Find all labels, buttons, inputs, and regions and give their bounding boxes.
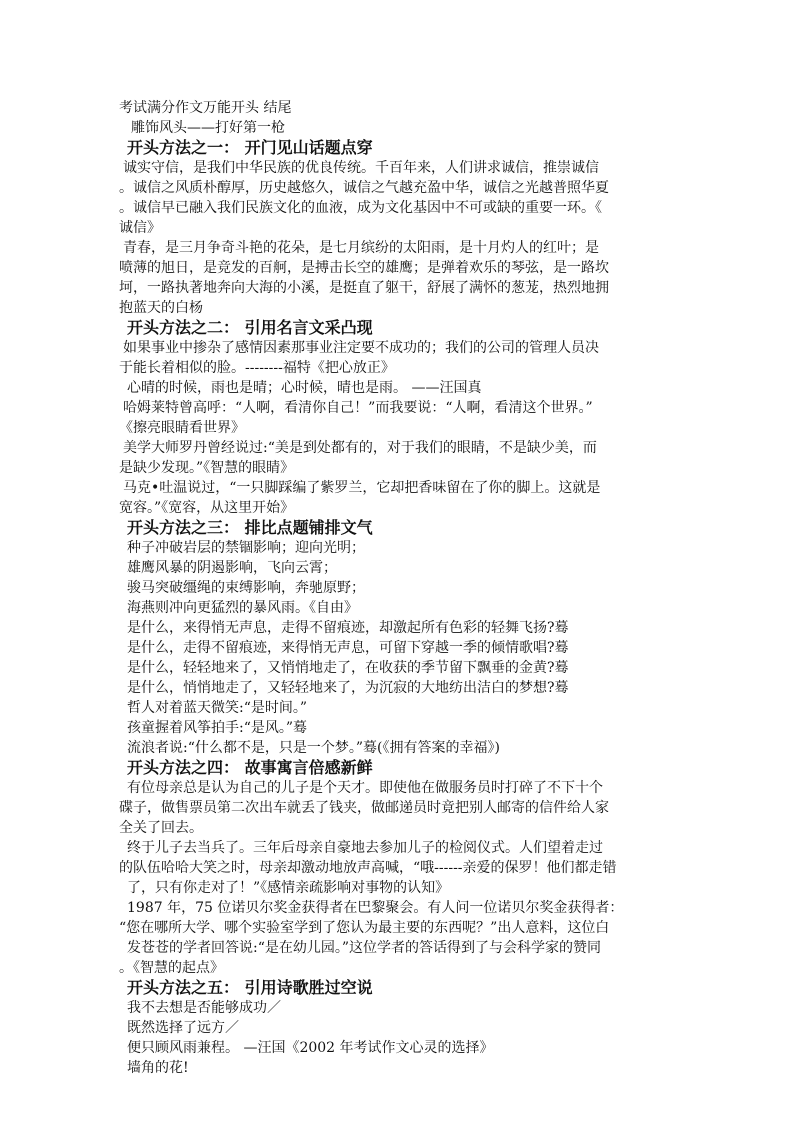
paragraph-line: 种子冲破岩层的禁锢影响；迎向光明； [127,540,365,556]
paragraph-line: 抱蓝天的白杨 [119,300,203,316]
poem-line: 我不去想是否能够成功／ [127,1000,281,1016]
paragraph-line: 了，只有你走对了！”《感情亲疏影响对事物的认知》 [127,880,450,896]
paragraph-line: 是什么，悄悄地走了，又轻轻地来了，为沉寂的大地纺出洁白的梦想?蓦 [127,680,569,696]
section-heading-5: 开头方法之五： 引用诗歌胜过空说 [127,978,373,997]
paragraph-line: 马克•吐温说过，“一只脚踩编了紫罗兰，它却把香味留在了你的脚上。这就是 [123,480,601,496]
paragraph-line: 《擦亮眼睛看世界》 [119,420,245,436]
section-heading-3: 开头方法之三： 排比点题铺排文气 [127,518,373,537]
poem-line: 既然选择了远方／ [127,1020,239,1036]
paragraph-line: 是什么，走得不留痕迹，来得悄无声息，可留下穿越一季的倾情歌唱?蓦 [127,640,569,656]
paragraph-line: 流浪者说:“什么都不是，只是一个梦。”蓦(《拥有答案的幸福》) [127,740,500,756]
paragraph-line: 碟子，做售票员第二次出车就丢了钱夹，做邮递员时竟把别人邮寄的信件给人家 [119,800,609,816]
paragraph-line: 有位母亲总是认为自己的儿子是个天才。即使他在做服务员时打碎了不下十个 [127,780,603,796]
paragraph-line: 骏马突破缰绳的束缚影响，奔驰原野； [127,580,365,596]
section-heading-4: 开头方法之四： 故事寓言倍感新鲜 [127,758,373,777]
paragraph-line: “您在哪所大学、哪个实验室学到了您认为最主要的东西呢？”出人意料，这位白 [119,920,610,936]
paragraph-line: 全关了回去。 [119,820,203,836]
paragraph-line: 终于儿子去当兵了。三年后母亲自豪地去参加儿子的检阅仪式。人们望着走过 [127,840,603,856]
document-title: 考试满分作文万能开头 结尾 [119,100,292,116]
paragraph-line: 心晴的时候，雨也是晴；心时候，晴也是雨。 ——汪国真 [127,380,482,396]
paragraph-line: 坷，一路执著地奔向大海的小溪，是挺直了躯干，舒展了满怀的葱茏，热烈地拥 [119,280,609,296]
document-content [119,98,679,1078]
poem-line: 便只顾风雨兼程。 —汪国《2002 年考试作文心灵的选择》 [127,1040,494,1056]
document-subtitle: 雕饰风头——打好第一枪 [131,120,285,136]
section-heading-2: 开头方法之二： 引用名言文采凸现 [127,318,373,337]
paragraph-line: 是什么，来得悄无声息，走得不留痕迹，却激起所有色彩的轻舞飞扬?蓦 [127,620,569,636]
section-heading-1: 开头方法之一： 开门见山话题点穿 [127,138,373,157]
paragraph-line: 发苍苍的学者回答说:“是在幼儿园。”这位学者的答话得到了与会科学家的赞同 [127,940,602,956]
paragraph-line: 诚信》 [119,220,161,236]
paragraph-line: 是什么，轻轻地来了，又悄悄地走了，在收获的季节留下飘垂的金黄?蓦 [127,660,569,676]
paragraph-line: 。《智慧的起点》 [119,960,224,976]
paragraph-line: 是缺少发现。”《智慧的眼睛》 [119,460,295,476]
paragraph-line: 海燕则冲向更猛烈的暴风雨。《自由》 [127,600,358,616]
paragraph-line: 的队伍哈哈大笑之时，母亲却激动地放声高喊，“哦------亲爱的保罗！他们都走错 [119,860,617,876]
paragraph-line: 孩童握着风筝拍手:“是风。”蓦 [127,720,308,736]
paragraph-line: 雄鹰风暴的阴遏影响，飞向云霄； [127,560,337,576]
paragraph-line: 宽容。”《宽容，从这里开始》 [119,500,295,516]
paragraph-line: 如果事业中掺杂了感情因素那事业注定要不成功的；我们的公司的管理人员决 [123,340,599,356]
paragraph-line: 哈姆莱特曾高呼：“人啊，看清你自己！”而我要说：“人啊，看清这个世界。” [123,400,593,416]
paragraph-line: 。诚信早已融入我们民族文化的血液，成为文化基因中不可或缺的重要一环。《 [119,200,602,216]
paragraph-line: 于能长着相似的脸。--------福特《把心放正》 [119,360,395,376]
poem-line: 墙角的花! [127,1060,189,1076]
paragraph-line: 哲人对着蓝天微笑:“是时间。” [127,700,308,716]
paragraph-line: 。诚信之风质朴醇厚，历史越悠久，诚信之气越充盈中华，诚信之光越普照华夏 [119,180,609,196]
paragraph-line: 1987 年，75 位诺贝尔奖金获得者在巴黎聚会。有人问一位诺贝尔奖金获得者： [127,900,624,916]
paragraph-line: 美学大师罗丹曾经说过:“美是到处都有的，对于我们的眼睛，不是缺少美，而 [123,440,597,456]
paragraph-line: 青春，是三月争奇斗艳的花朵，是七月缤纷的太阳雨，是十月灼人的红叶；是 [123,240,599,256]
paragraph-line: 诚实守信，是我们中华民族的优良传统。千百年来，人们讲求诚信，推崇诚信 [123,160,599,176]
paragraph-line: 喷薄的旭日，是竞发的百舸，是搏击长空的雄鹰；是弹着欢乐的琴弦，是一路坎 [119,260,609,276]
